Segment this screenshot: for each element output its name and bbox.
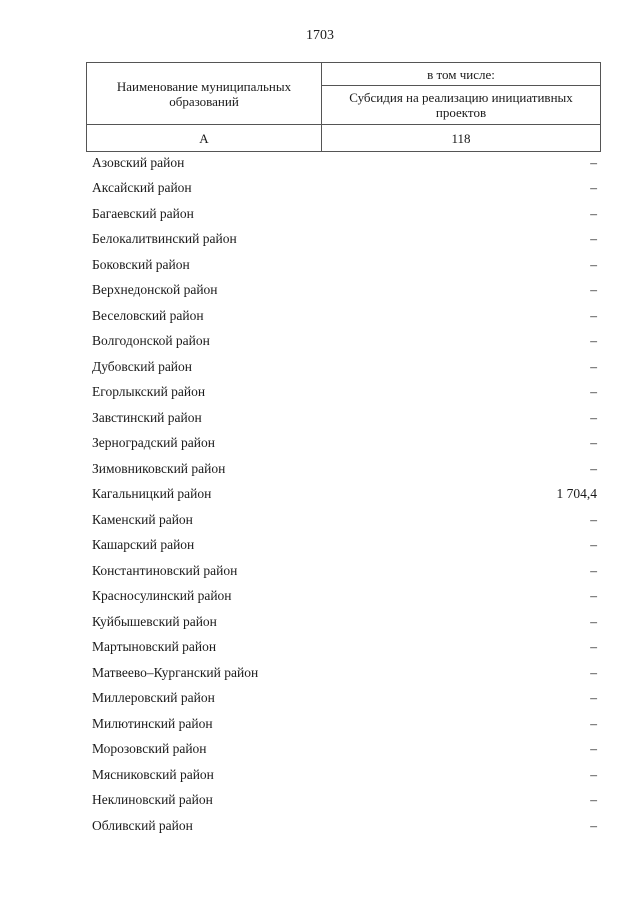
row-value: – bbox=[590, 562, 597, 578]
table-row bbox=[86, 303, 597, 329]
table-row bbox=[86, 737, 597, 763]
row-value: – bbox=[590, 180, 597, 196]
row-name: Кашарский район bbox=[92, 537, 195, 553]
row-name: Дубовский район bbox=[92, 358, 193, 374]
row-name: Багаевский район bbox=[92, 205, 194, 221]
table-row bbox=[86, 813, 597, 839]
row-name: Морозовский район bbox=[92, 741, 207, 757]
row-name: Веселовский район bbox=[92, 307, 204, 323]
row-value: – bbox=[590, 282, 597, 298]
row-value: – bbox=[590, 333, 597, 349]
row-value: – bbox=[590, 205, 597, 221]
row-name: Азовский район bbox=[92, 154, 185, 170]
row-name: Милютинский район bbox=[92, 715, 213, 731]
table-row bbox=[86, 431, 597, 457]
header-group-cell: в том числе: bbox=[322, 63, 601, 86]
table-row bbox=[86, 482, 597, 508]
row-value: – bbox=[590, 664, 597, 680]
table-row bbox=[86, 150, 597, 176]
row-value: – bbox=[590, 741, 597, 757]
row-value: – bbox=[590, 690, 597, 706]
row-value: – bbox=[590, 154, 597, 170]
row-name: Неклиновский район bbox=[92, 792, 213, 808]
table-row bbox=[86, 354, 597, 380]
table-row bbox=[86, 660, 597, 686]
row-name: Волгодонской район bbox=[92, 333, 210, 349]
row-value: – bbox=[590, 588, 597, 604]
table-row bbox=[86, 762, 597, 788]
table-row bbox=[86, 686, 597, 712]
table-row bbox=[86, 635, 597, 661]
row-value: – bbox=[590, 639, 597, 655]
index-name-cell: А bbox=[87, 125, 322, 152]
row-name: Зимовниковский район bbox=[92, 460, 226, 476]
row-name: Белокалитвинский район bbox=[92, 231, 237, 247]
table-row bbox=[86, 329, 597, 355]
row-name: Аксайский район bbox=[92, 180, 192, 196]
row-value: – bbox=[590, 460, 597, 476]
row-value: – bbox=[590, 256, 597, 272]
table-row bbox=[86, 558, 597, 584]
table-row bbox=[86, 278, 597, 304]
row-name: Боковский район bbox=[92, 256, 190, 272]
row-value: – bbox=[590, 792, 597, 808]
row-name: Верхнедонской район bbox=[92, 282, 218, 298]
table-body bbox=[86, 150, 597, 839]
table-row bbox=[86, 252, 597, 278]
table-row bbox=[86, 609, 597, 635]
row-value: – bbox=[590, 613, 597, 629]
row-name: Кагальницкий район bbox=[92, 486, 212, 502]
row-name: Мясниковский район bbox=[92, 766, 214, 782]
table-row bbox=[86, 507, 597, 533]
row-name: Мартыновский район bbox=[92, 639, 217, 655]
table-row bbox=[86, 456, 597, 482]
row-value: – bbox=[590, 715, 597, 731]
row-value: – bbox=[590, 817, 597, 833]
row-value: – bbox=[590, 409, 597, 425]
row-name: Зерноградский район bbox=[92, 435, 215, 451]
row-value: – bbox=[590, 358, 597, 374]
row-name: Красносулинский район bbox=[92, 588, 232, 604]
row-name: Константиновский район bbox=[92, 562, 238, 578]
row-value: – bbox=[590, 537, 597, 553]
header-name-cell: Наименование муниципальных образований bbox=[87, 63, 322, 125]
table-row bbox=[86, 711, 597, 737]
row-name: Каменский район bbox=[92, 511, 193, 527]
header-subsidy-cell: Субсидия на реализацию инициативных проектов bbox=[322, 86, 601, 125]
row-value: – bbox=[590, 766, 597, 782]
table-row bbox=[86, 788, 597, 814]
table-row bbox=[86, 584, 597, 610]
row-name: Завстинский район bbox=[92, 409, 202, 425]
row-name: Обливский район bbox=[92, 817, 193, 833]
table-row bbox=[86, 176, 597, 202]
row-value: – bbox=[590, 307, 597, 323]
row-name: Куйбышевский район bbox=[92, 613, 217, 629]
table-row bbox=[86, 405, 597, 431]
table-row bbox=[86, 201, 597, 227]
table-row bbox=[86, 227, 597, 253]
page-number: 1703 bbox=[306, 28, 334, 43]
row-value: – bbox=[590, 384, 597, 400]
row-value: 1 704,4 bbox=[556, 486, 597, 502]
row-name: Миллеровский район bbox=[92, 690, 215, 706]
index-value-cell: 118 bbox=[322, 125, 601, 152]
row-name: Матвеево–Курганский район bbox=[92, 664, 259, 680]
table-row bbox=[86, 380, 597, 406]
row-value: – bbox=[590, 231, 597, 247]
table-row bbox=[86, 533, 597, 559]
row-value: – bbox=[590, 511, 597, 527]
row-value: – bbox=[590, 435, 597, 451]
row-name: Егорлыкский район bbox=[92, 384, 206, 400]
table-header bbox=[86, 62, 601, 152]
